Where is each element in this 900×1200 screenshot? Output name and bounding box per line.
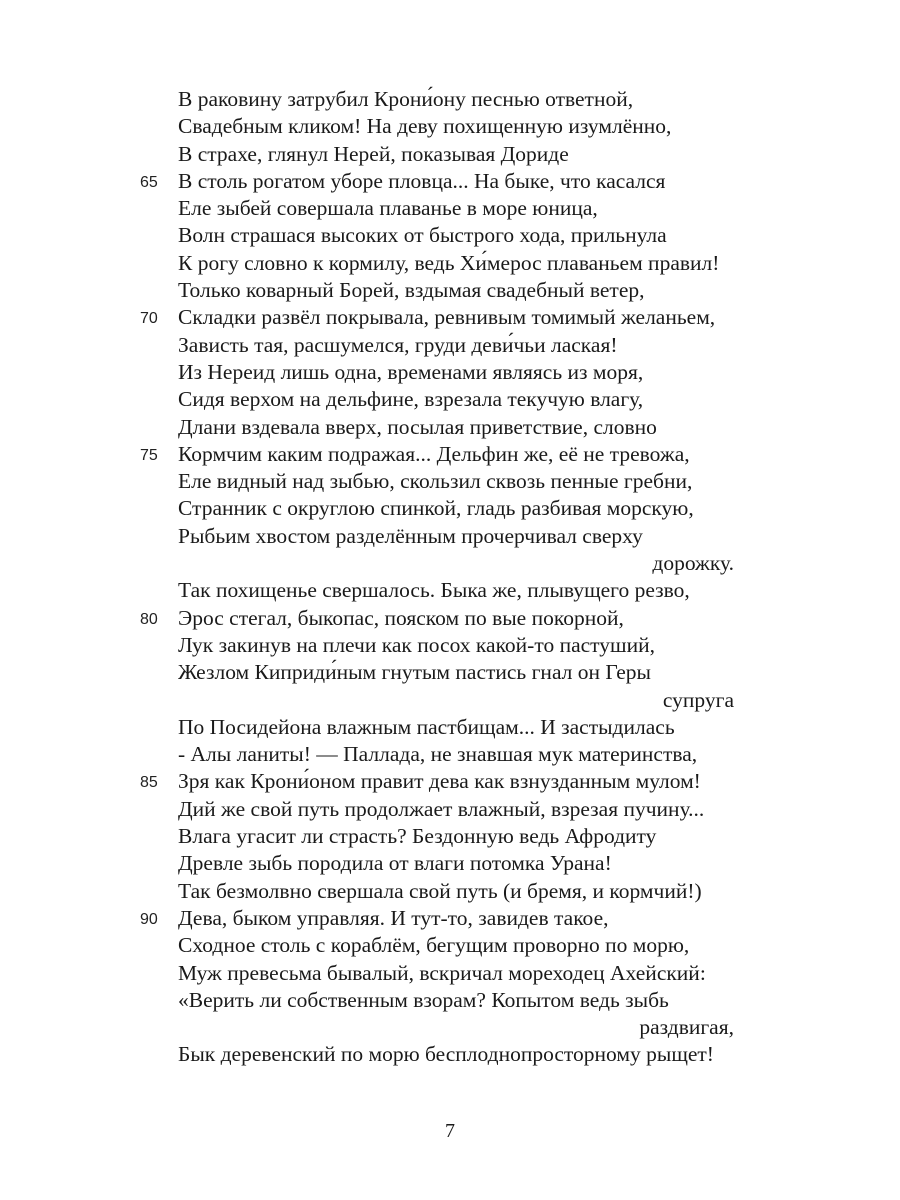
verse-text: Еле зыбей совершала плаванье в море юница, bbox=[178, 196, 598, 221]
poem-line bbox=[0, 332, 900, 359]
poem-line bbox=[0, 304, 900, 331]
poem-line bbox=[0, 823, 900, 850]
verse-text: Кормчим каким подражая... Дельфин же, её не тревожа, bbox=[178, 441, 690, 466]
poem-line bbox=[0, 878, 900, 905]
verse-text: В страхе, глянул Нерей, показывая Дориде bbox=[178, 141, 569, 166]
line-number: 70 bbox=[140, 310, 158, 328]
poem-line bbox=[0, 468, 900, 495]
poem-line bbox=[0, 850, 900, 877]
poem-line bbox=[0, 605, 900, 632]
verse-text: Дий же свой путь продолжает влажный, взрезая пучину... bbox=[178, 796, 705, 821]
verse-text: Только коварный Борей, вздымая свадебный ветер, bbox=[178, 278, 645, 303]
poem-line bbox=[0, 414, 900, 441]
poem-line bbox=[0, 441, 900, 468]
poem-line bbox=[0, 577, 900, 604]
verse-text: Складки развёл покрывала, ревнивым томимый желаньем, bbox=[178, 305, 716, 330]
poem-text bbox=[0, 86, 900, 1069]
poem-line bbox=[0, 796, 900, 823]
poem-line bbox=[0, 741, 900, 768]
line-number: 80 bbox=[140, 610, 158, 628]
verse-text: Рыбьим хвостом разделённым прочерчивал сверху bbox=[178, 523, 643, 548]
poem-line bbox=[0, 141, 900, 168]
poem-line bbox=[0, 1041, 900, 1068]
verse-text: Сходное столь с кораблём, бегущим проворно по морю, bbox=[178, 933, 690, 958]
poem-line bbox=[0, 195, 900, 222]
poem-line bbox=[0, 1014, 900, 1041]
poem-line bbox=[0, 222, 900, 249]
verse-text: Длани вздевала вверх, посылая приветствие, словно bbox=[178, 414, 657, 439]
poem-line bbox=[0, 277, 900, 304]
verse-text: Жезлом Киприди́ным гнутым пастись гнал он Геры bbox=[178, 660, 651, 685]
verse-text: Волн страшася высоких от быстрого хода, прильнула bbox=[178, 223, 667, 248]
verse-text: Зря как Крони́оном правит дева как взнузданным мулом! bbox=[178, 769, 701, 794]
verse-text: Бык деревенский по морю бесплоднопросторному рыщет! bbox=[178, 1042, 714, 1067]
poem-line bbox=[0, 495, 900, 522]
poem-line bbox=[0, 659, 900, 686]
verse-text: В столь рогатом уборе пловца... На быке, что касался bbox=[178, 168, 666, 193]
verse-text: По Посидейона влажным пастбищам... И застыдилась bbox=[178, 714, 675, 739]
verse-text: Муж превесьма бывалый, вскричал мореходец Ахейский: bbox=[178, 960, 706, 985]
verse-text: Сидя верхом на дельфине, взрезала текучую влагу, bbox=[178, 387, 644, 412]
verse-text: дорожку. bbox=[652, 551, 734, 576]
line-number: 85 bbox=[140, 774, 158, 792]
poem-line bbox=[0, 386, 900, 413]
poem-line bbox=[0, 523, 900, 550]
line-number: 65 bbox=[140, 173, 158, 191]
poem-line bbox=[0, 359, 900, 386]
poem-line bbox=[0, 86, 900, 113]
poem-line bbox=[0, 987, 900, 1014]
verse-text: Из Нереид лишь одна, временами являясь из моря, bbox=[178, 359, 644, 384]
poem-line bbox=[0, 687, 900, 714]
verse-text: В раковину затрубил Крони́ону песнью ответной, bbox=[178, 87, 634, 111]
poem-line bbox=[0, 932, 900, 959]
verse-text: Лук закинув на плечи как посох какой-то пастуший, bbox=[178, 632, 655, 657]
verse-text: К рогу словно к кормилу, ведь Хи́мерос плаваньем правил! bbox=[178, 250, 720, 275]
line-number: 90 bbox=[140, 910, 158, 928]
verse-text: раздвигая, bbox=[639, 1015, 734, 1040]
poem-line bbox=[0, 768, 900, 795]
poem-line bbox=[0, 250, 900, 277]
verse-text: Странник с округлою спинкой, гладь разбивая морскую, bbox=[178, 496, 694, 521]
poem-line bbox=[0, 714, 900, 741]
verse-text: Так безмолвно свершала свой путь (и бремя, и кормчий!) bbox=[178, 878, 702, 903]
poem-line bbox=[0, 168, 900, 195]
poem-line bbox=[0, 632, 900, 659]
verse-text: Эрос стегал, быкопас, пояском по вые покорной, bbox=[178, 605, 624, 630]
verse-text: Еле видный над зыбью, скользил сквозь пенные гребни, bbox=[178, 469, 693, 494]
poem-line bbox=[0, 113, 900, 140]
verse-text: Влага угасит ли страсть? Бездонную ведь Афродиту bbox=[178, 824, 657, 849]
poem-line bbox=[0, 960, 900, 987]
verse-text: - Алы ланиты! — Паллада, не знавшая мук материнства, bbox=[178, 742, 698, 767]
verse-text: Зависть тая, расшумелся, груди деви́чьи лаская! bbox=[178, 332, 618, 357]
poem-line bbox=[0, 905, 900, 932]
verse-text: Древле зыбь породила от влаги потомка Урана! bbox=[178, 851, 612, 876]
verse-text: супруга bbox=[662, 687, 734, 712]
page-number: 7 bbox=[445, 1120, 455, 1142]
line-number: 75 bbox=[140, 446, 158, 464]
verse-text: Так похищенье свершалось. Быка же, плывущего резво, bbox=[178, 578, 690, 603]
verse-text: «Верить ли собственным взорам? Копытом ведь зыбь bbox=[178, 987, 669, 1012]
verse-text: Дева, быком управляя. И тут-то, завидев такое, bbox=[178, 905, 609, 930]
verse-text: Свадебным кликом! На деву похищенную изумлённо, bbox=[178, 114, 672, 139]
poem-line bbox=[0, 550, 900, 577]
